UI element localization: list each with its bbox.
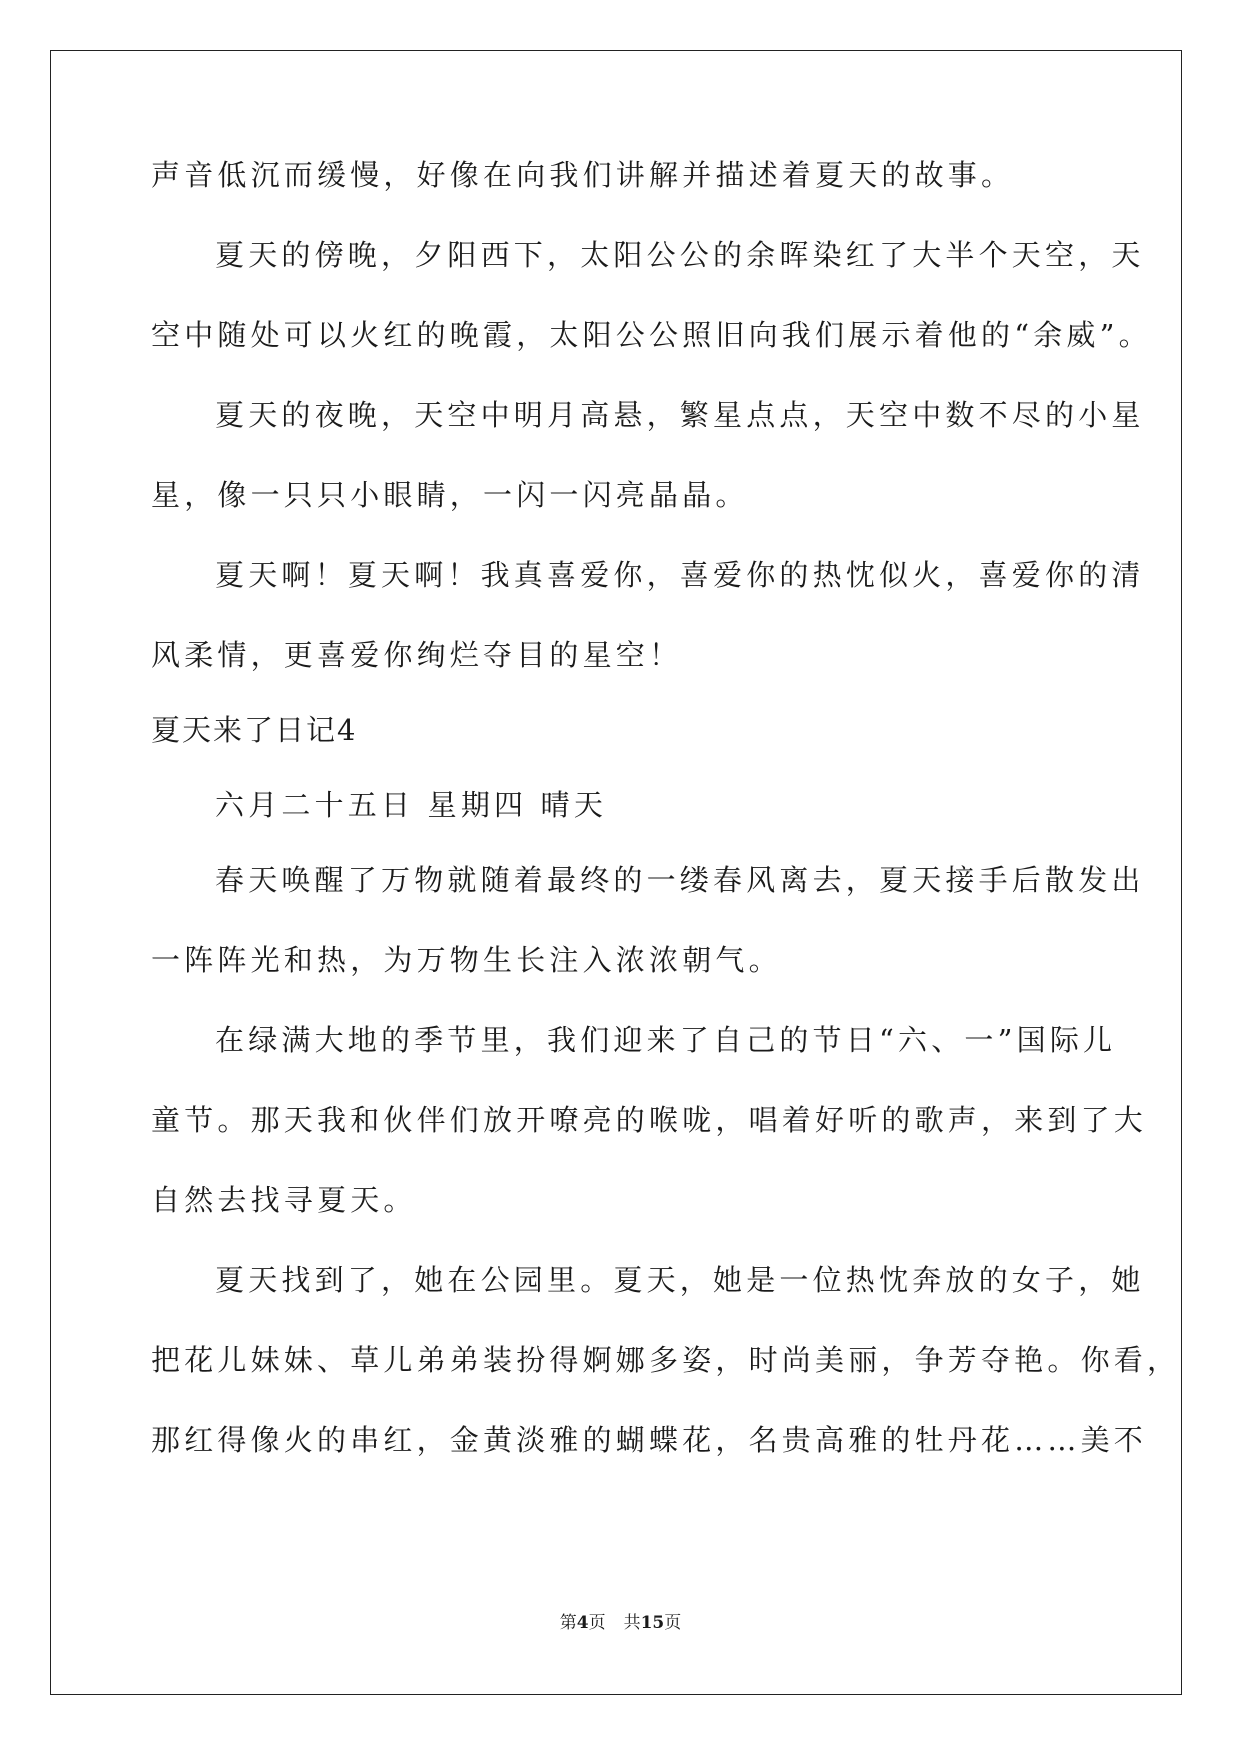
date-line: 六月二十五日 星期四 晴天 (215, 788, 608, 822)
section-heading: 夏天来了日记4 (151, 713, 358, 747)
paragraph-start-line: 春天唤醒了万物就随着最终的一缕春风离去，夏天接手后散发出 (215, 863, 1145, 897)
paragraph-start-line: 夏天找到了，她在公园里。夏天，她是一位热忱奔放的女子，她 (215, 1263, 1145, 1297)
text-line: 空中随处可以火红的晚霞，太阳公公照旧向我们展示着他的“余威”。 (151, 318, 1152, 352)
text-line: 一阵阵光和热，为万物生长注入浓浓朝气。 (151, 943, 782, 977)
text-line: 风柔情，更喜爱你绚烂夺目的星空！ (151, 638, 683, 672)
page-prefix: 第 (559, 1613, 577, 1633)
total-prefix: 共 (623, 1613, 641, 1633)
total-pages: 15 (640, 1613, 665, 1633)
text-line: 自然去找寻夏天。 (151, 1183, 417, 1217)
paragraph-start-line: 夏天的傍晚，夕阳西下，太阳公公的余晖染红了大半个天空，天 (215, 238, 1145, 272)
text-line: 那红得像火的串红，金黄淡雅的蝴蝶花，名贵高雅的牡丹花……美不 (151, 1423, 1148, 1457)
text-line: 声音低沉而缓慢，好像在向我们讲解并描述着夏天的故事。 (151, 158, 1015, 192)
text-line: 童节。那天我和伙伴们放开嘹亮的喉咙，唱着好听的歌声，来到了大 (151, 1103, 1148, 1137)
paragraph-start-line: 在绿满大地的季节里，我们迎来了自己的节日“六、一”国际儿 (215, 1023, 1117, 1057)
text-line: 星，像一只只小眼睛，一闪一闪亮晶晶。 (151, 478, 749, 512)
page-footer (0, 1611, 1241, 1635)
page-unit: 页 (588, 1613, 606, 1633)
text-line: 把花儿妹妹、草儿弟弟装扮得婀娜多姿，时尚美丽，争芳夺艳。你看， (151, 1343, 1181, 1377)
paragraph-start-line: 夏天啊！夏天啊！我真喜爱你，喜爱你的热忱似火，喜爱你的清 (215, 558, 1145, 592)
paragraph-start-line: 夏天的夜晚，天空中明月高悬，繁星点点，天空中数不尽的小星 (215, 398, 1145, 432)
page-number: 4 (576, 1613, 589, 1633)
total-unit: 页 (664, 1613, 682, 1633)
